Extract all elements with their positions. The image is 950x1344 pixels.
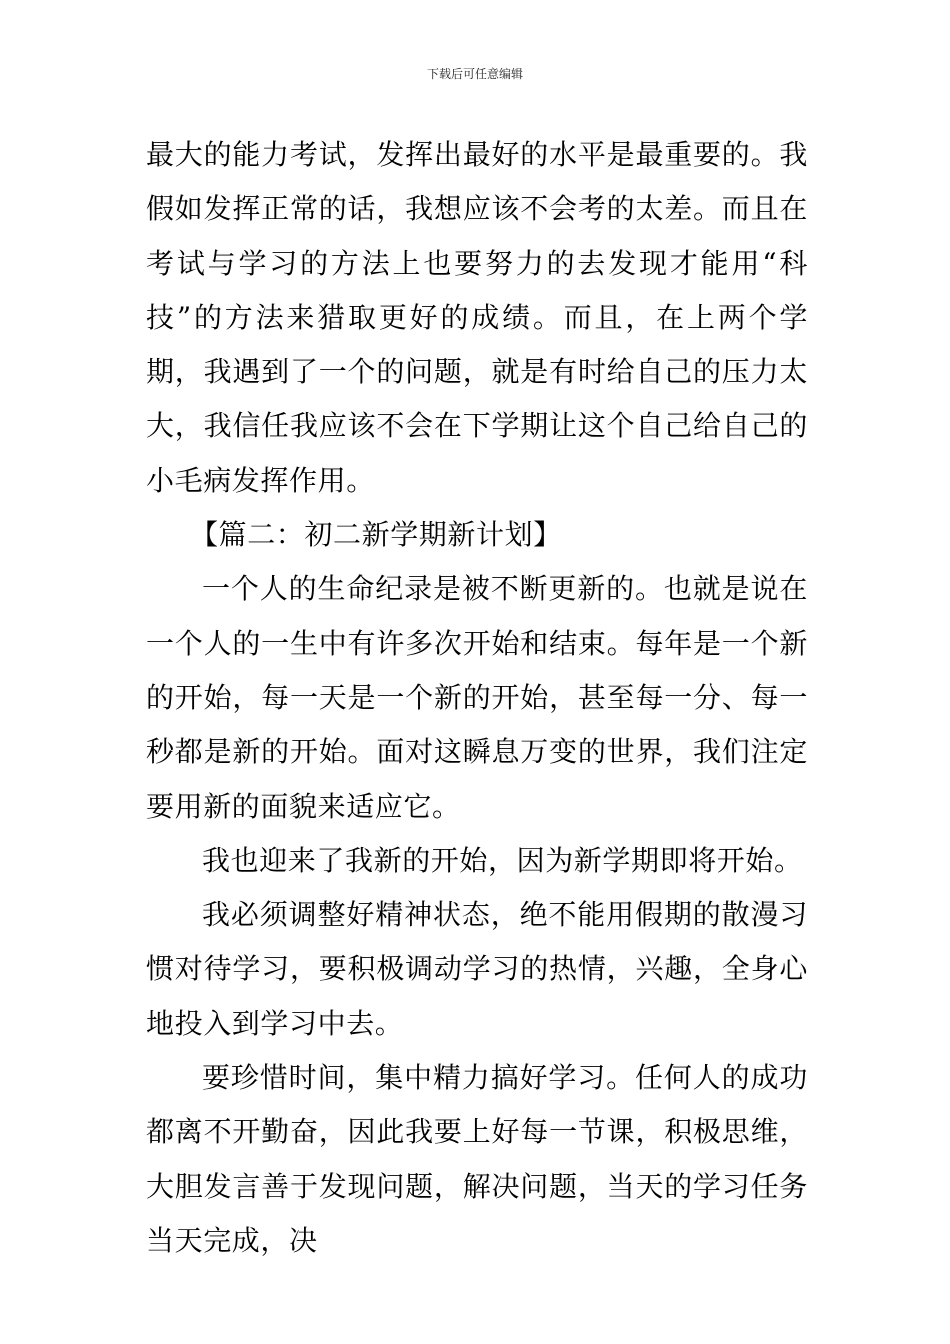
paragraph-cherish-time: 要珍惜时间，集中精力搞好学习。任何人的成功都离不开勤奋，因此我要上好每一节课，积极思维，大胆发言善于发现问题，解决问题，当天的学习任务当天完成，决 xyxy=(146,1061,808,1257)
paragraph-adjust-state: 我必须调整好精神状态，绝不能用假期的散漫习惯对待学习，要积极调动学习的热情，兴趣，全身心地投入到学习中去。 xyxy=(146,898,808,1040)
section-heading: 【篇二：初二新学期新计划】 xyxy=(190,518,562,552)
document-body xyxy=(146,128,808,1268)
paragraph-life-record: 一个人的生命纪录是被不断更新的。也就是说在一个人的一生中有许多次开始和结束。每年是一个新的开始，每一天是一个新的开始，甚至每一分、每一秒都是新的开始。面对这瞬息万变的世界，我们注定要用新的面貌来适应它。 xyxy=(146,572,808,823)
paragraph-new-start: 我也迎来了我新的开始，因为新学期即将开始。 xyxy=(202,843,803,877)
page-header: 下载后可任意编辑 xyxy=(426,67,523,81)
paragraph-continuation: 最大的能力考试，发挥出最好的水平是最重要的。我假如发挥正常的话，我想应该不会考的太差。而且在考试与学习的方法上也要努力的去发现才能用“科技”的方法来猎取更好的成绩。而且，在上两个学期，我遇到了一个的问题，就是有时给自己的压力太大，我信任我应该不会在下学期让这个自己给自己的小毛病发挥作用。 xyxy=(146,138,808,497)
